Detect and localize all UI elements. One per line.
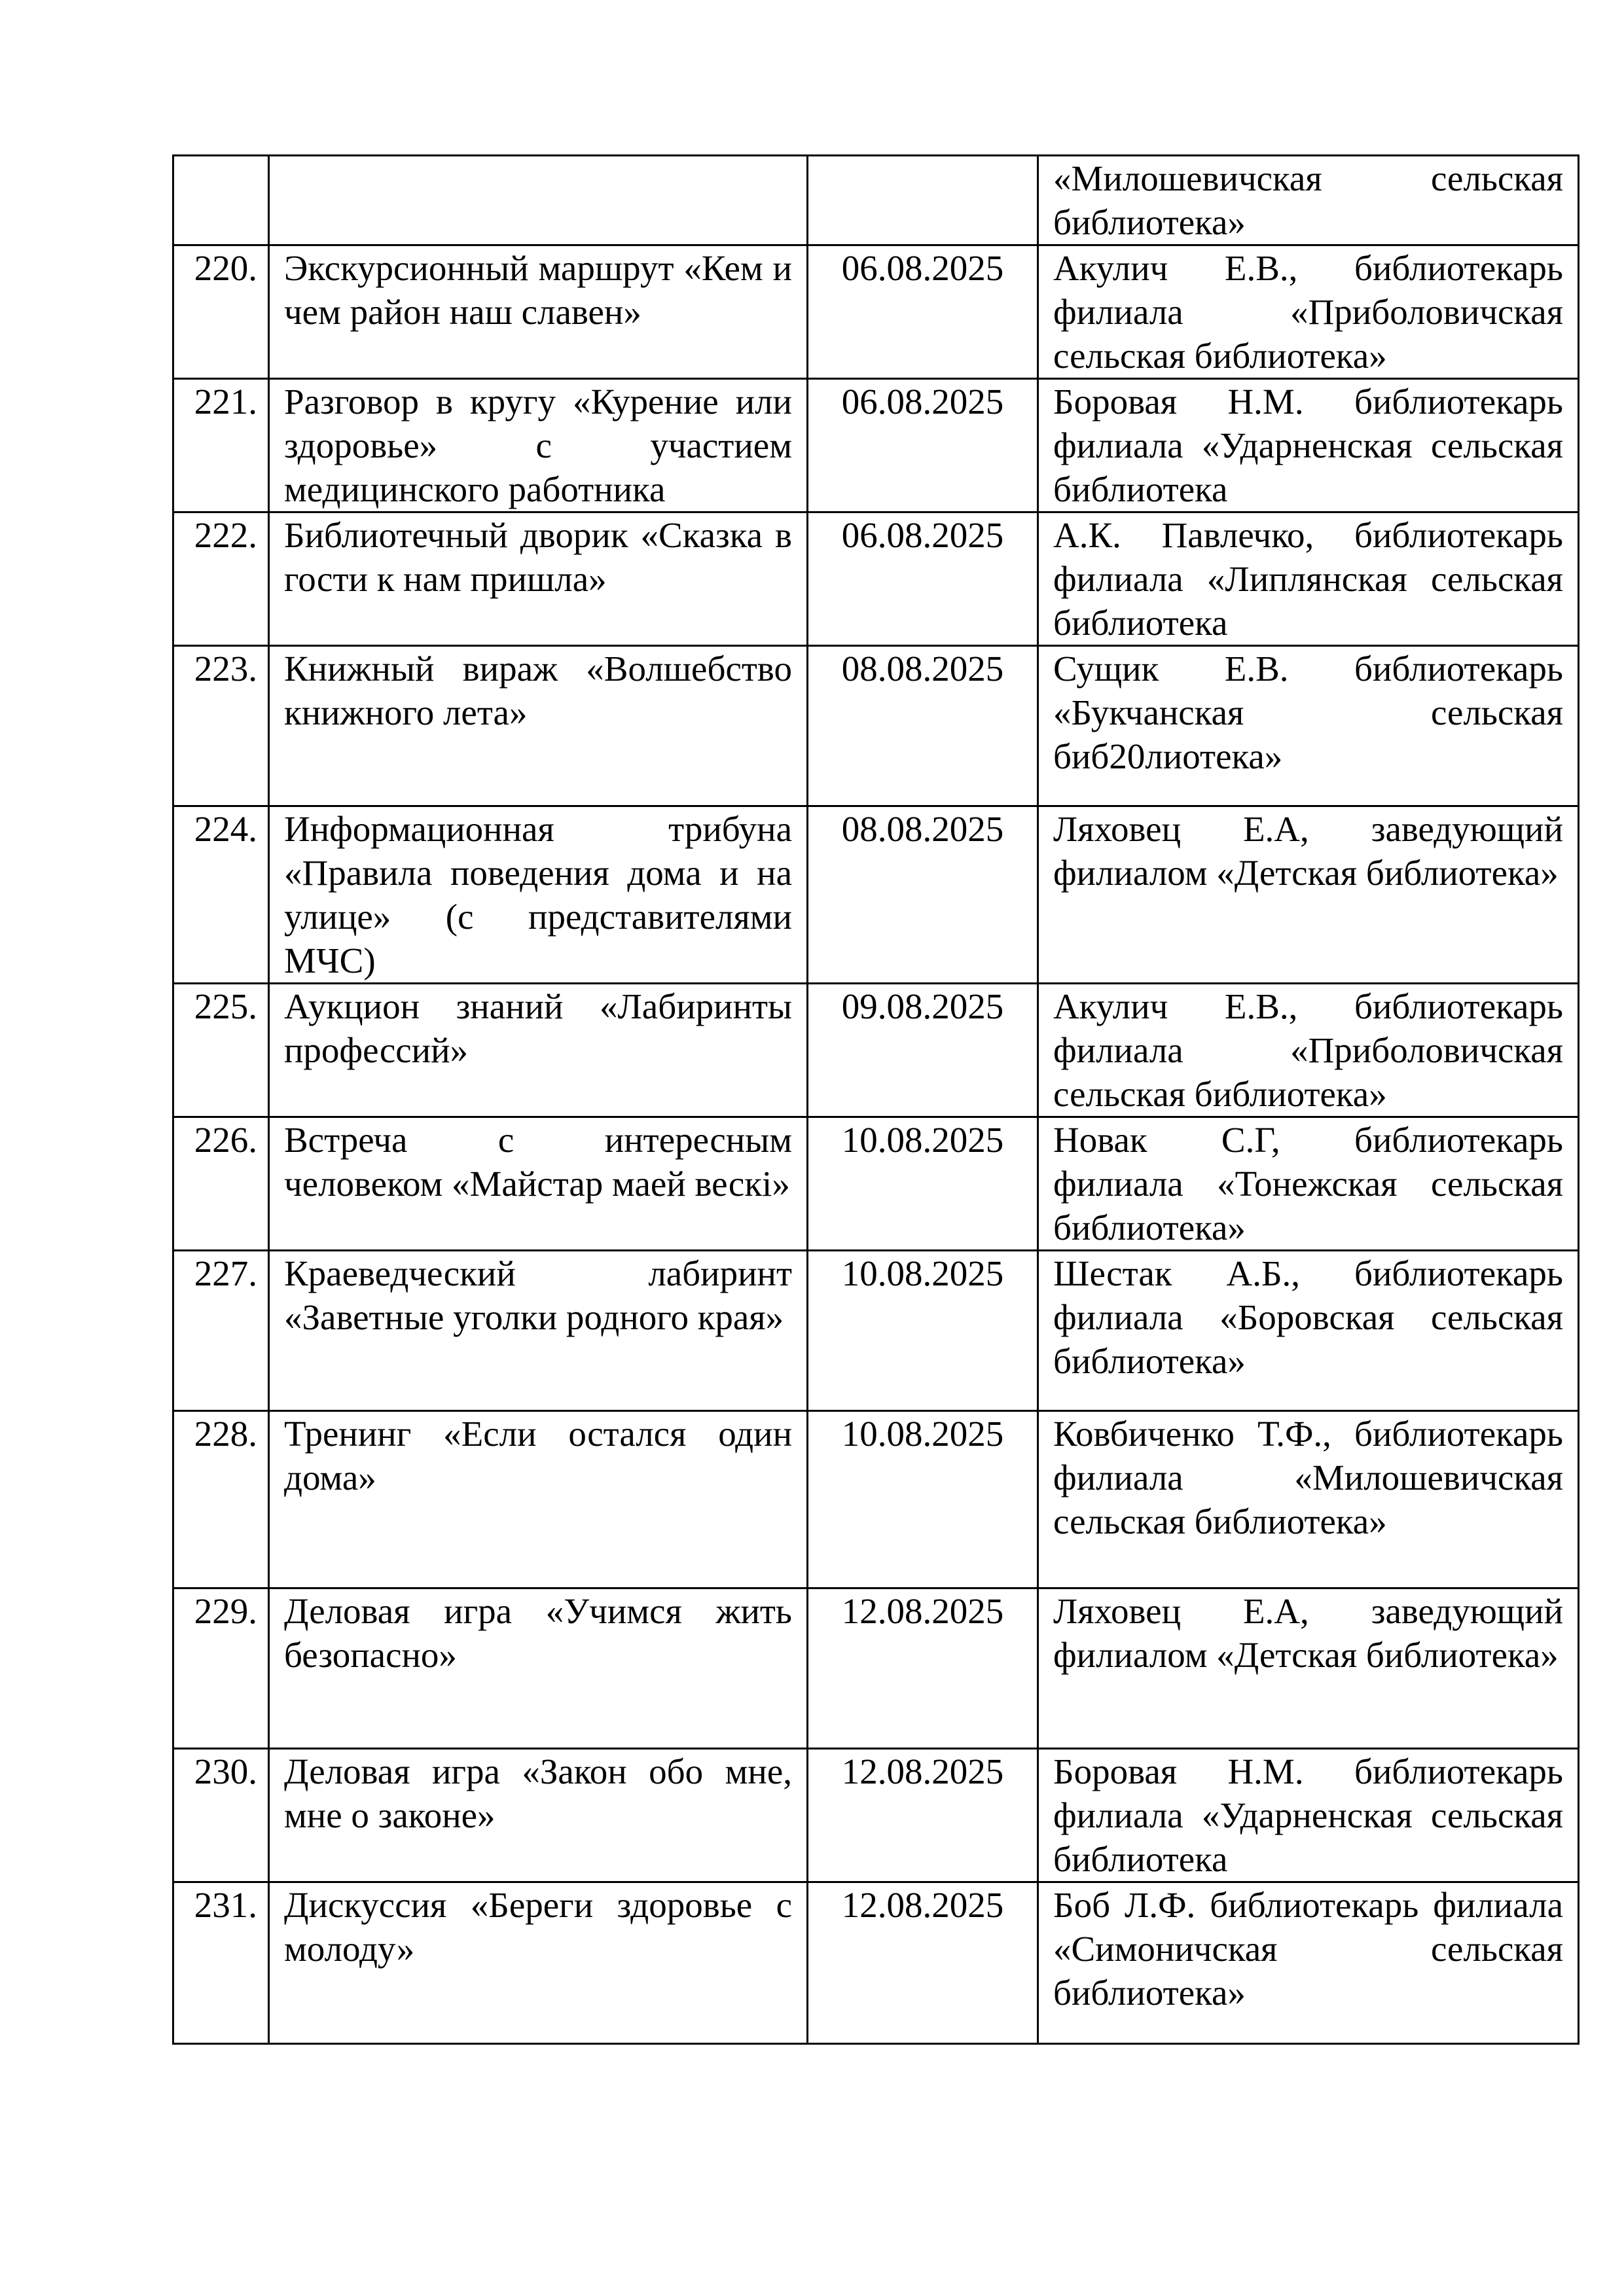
event-date: 10.08.2025 xyxy=(808,1411,1038,1588)
table-row xyxy=(173,1117,1579,1251)
row-number: 228. xyxy=(173,1411,269,1588)
row-number: 220. xyxy=(173,245,269,379)
event-date: 06.08.2025 xyxy=(808,245,1038,379)
event-title: Разговор в кругу «Курение или здоровье» с участием медицинского работника xyxy=(269,379,808,512)
table-row xyxy=(173,646,1579,806)
event-date: 10.08.2025 xyxy=(808,1117,1038,1251)
responsible-person: А.К. Павлечко, библиотекарь филиала «Липлянская сельская библиотека xyxy=(1038,512,1579,646)
table-row xyxy=(173,1411,1579,1588)
responsible-person: Сущик Е.В. библиотекарь «Букчанская сельская биб20лиотека» xyxy=(1038,646,1579,806)
responsible-person: Ковбиченко Т.Ф., библиотекарь филиала «Милошевичская сельская библиотека» xyxy=(1038,1411,1579,1588)
event-date: 06.08.2025 xyxy=(808,379,1038,512)
responsible-person: Боровая Н.М. библиотекарь филиала «Ударненская сельская библиотека xyxy=(1038,379,1579,512)
row-number: 226. xyxy=(173,1117,269,1251)
responsible-person: «Милошевичская сельская библиотека» xyxy=(1038,156,1579,245)
row-number: 224. xyxy=(173,806,269,984)
table-row xyxy=(173,379,1579,512)
responsible-person: Ляховец Е.А, заведующий филиалом «Детская библиотека» xyxy=(1038,806,1579,984)
event-title: Информационная трибуна «Правила поведения дома и на улице» (с представителями МЧС) xyxy=(269,806,808,984)
event-date: 12.08.2025 xyxy=(808,1588,1038,1749)
responsible-person: Шестак А.Б., библиотекарь филиала «Боровская сельская библиотека» xyxy=(1038,1251,1579,1411)
event-title: Дискуссия «Береги здоровье с молоду» xyxy=(269,1882,808,2044)
row-number: 221. xyxy=(173,379,269,512)
event-date xyxy=(808,156,1038,245)
responsible-person: Акулич Е.В., библиотекарь филиала «Приболовичская сельская библиотека» xyxy=(1038,245,1579,379)
responsible-person: Акулич Е.В., библиотекарь филиала «Приболовичская сельская библиотека» xyxy=(1038,984,1579,1117)
event-title xyxy=(269,156,808,245)
table-row xyxy=(173,156,1579,245)
row-number: 223. xyxy=(173,646,269,806)
responsible-person: Ляховец Е.А, заведующий филиалом «Детская библиотека» xyxy=(1038,1588,1579,1749)
row-number: 227. xyxy=(173,1251,269,1411)
event-date: 08.08.2025 xyxy=(808,806,1038,984)
event-date: 08.08.2025 xyxy=(808,646,1038,806)
row-number xyxy=(173,156,269,245)
row-number: 231. xyxy=(173,1882,269,2044)
event-title: Встреча с интересным человеком «Майстар маей вескі» xyxy=(269,1117,808,1251)
row-number: 222. xyxy=(173,512,269,646)
event-title: Тренинг «Если остался один дома» xyxy=(269,1411,808,1588)
event-date: 09.08.2025 xyxy=(808,984,1038,1117)
table-row xyxy=(173,1588,1579,1749)
events-table xyxy=(172,154,1579,2045)
table-row xyxy=(173,245,1579,379)
responsible-person: Боровая Н.М. библиотекарь филиала «Ударненская сельская библиотека xyxy=(1038,1749,1579,1882)
event-title: Деловая игра «Учимся жить безопасно» xyxy=(269,1588,808,1749)
row-number: 230. xyxy=(173,1749,269,1882)
event-title: Книжный вираж «Волшебство книжного лета» xyxy=(269,646,808,806)
table-row xyxy=(173,1882,1579,2044)
table-row xyxy=(173,806,1579,984)
event-date: 06.08.2025 xyxy=(808,512,1038,646)
event-title: Деловая игра «Закон обо мне, мне о законе» xyxy=(269,1749,808,1882)
responsible-person: Боб Л.Ф. библиотекарь филиала «Симоничская сельская библиотека» xyxy=(1038,1882,1579,2044)
table-row xyxy=(173,1251,1579,1411)
table-row xyxy=(173,512,1579,646)
table-row xyxy=(173,1749,1579,1882)
event-title: Библиотечный дворик «Сказка в гости к нам пришла» xyxy=(269,512,808,646)
event-date: 12.08.2025 xyxy=(808,1882,1038,2044)
row-number: 229. xyxy=(173,1588,269,1749)
event-date: 10.08.2025 xyxy=(808,1251,1038,1411)
row-number: 225. xyxy=(173,984,269,1117)
event-date: 12.08.2025 xyxy=(808,1749,1038,1882)
event-title: Экскурсионный маршрут «Кем и чем район наш славен» xyxy=(269,245,808,379)
table-row xyxy=(173,984,1579,1117)
responsible-person: Новак С.Г, библиотекарь филиала «Тонежская сельская библиотека» xyxy=(1038,1117,1579,1251)
event-title: Аукцион знаний «Лабиринты профессий» xyxy=(269,984,808,1117)
event-title: Краеведческий лабиринт «Заветные уголки родного края» xyxy=(269,1251,808,1411)
